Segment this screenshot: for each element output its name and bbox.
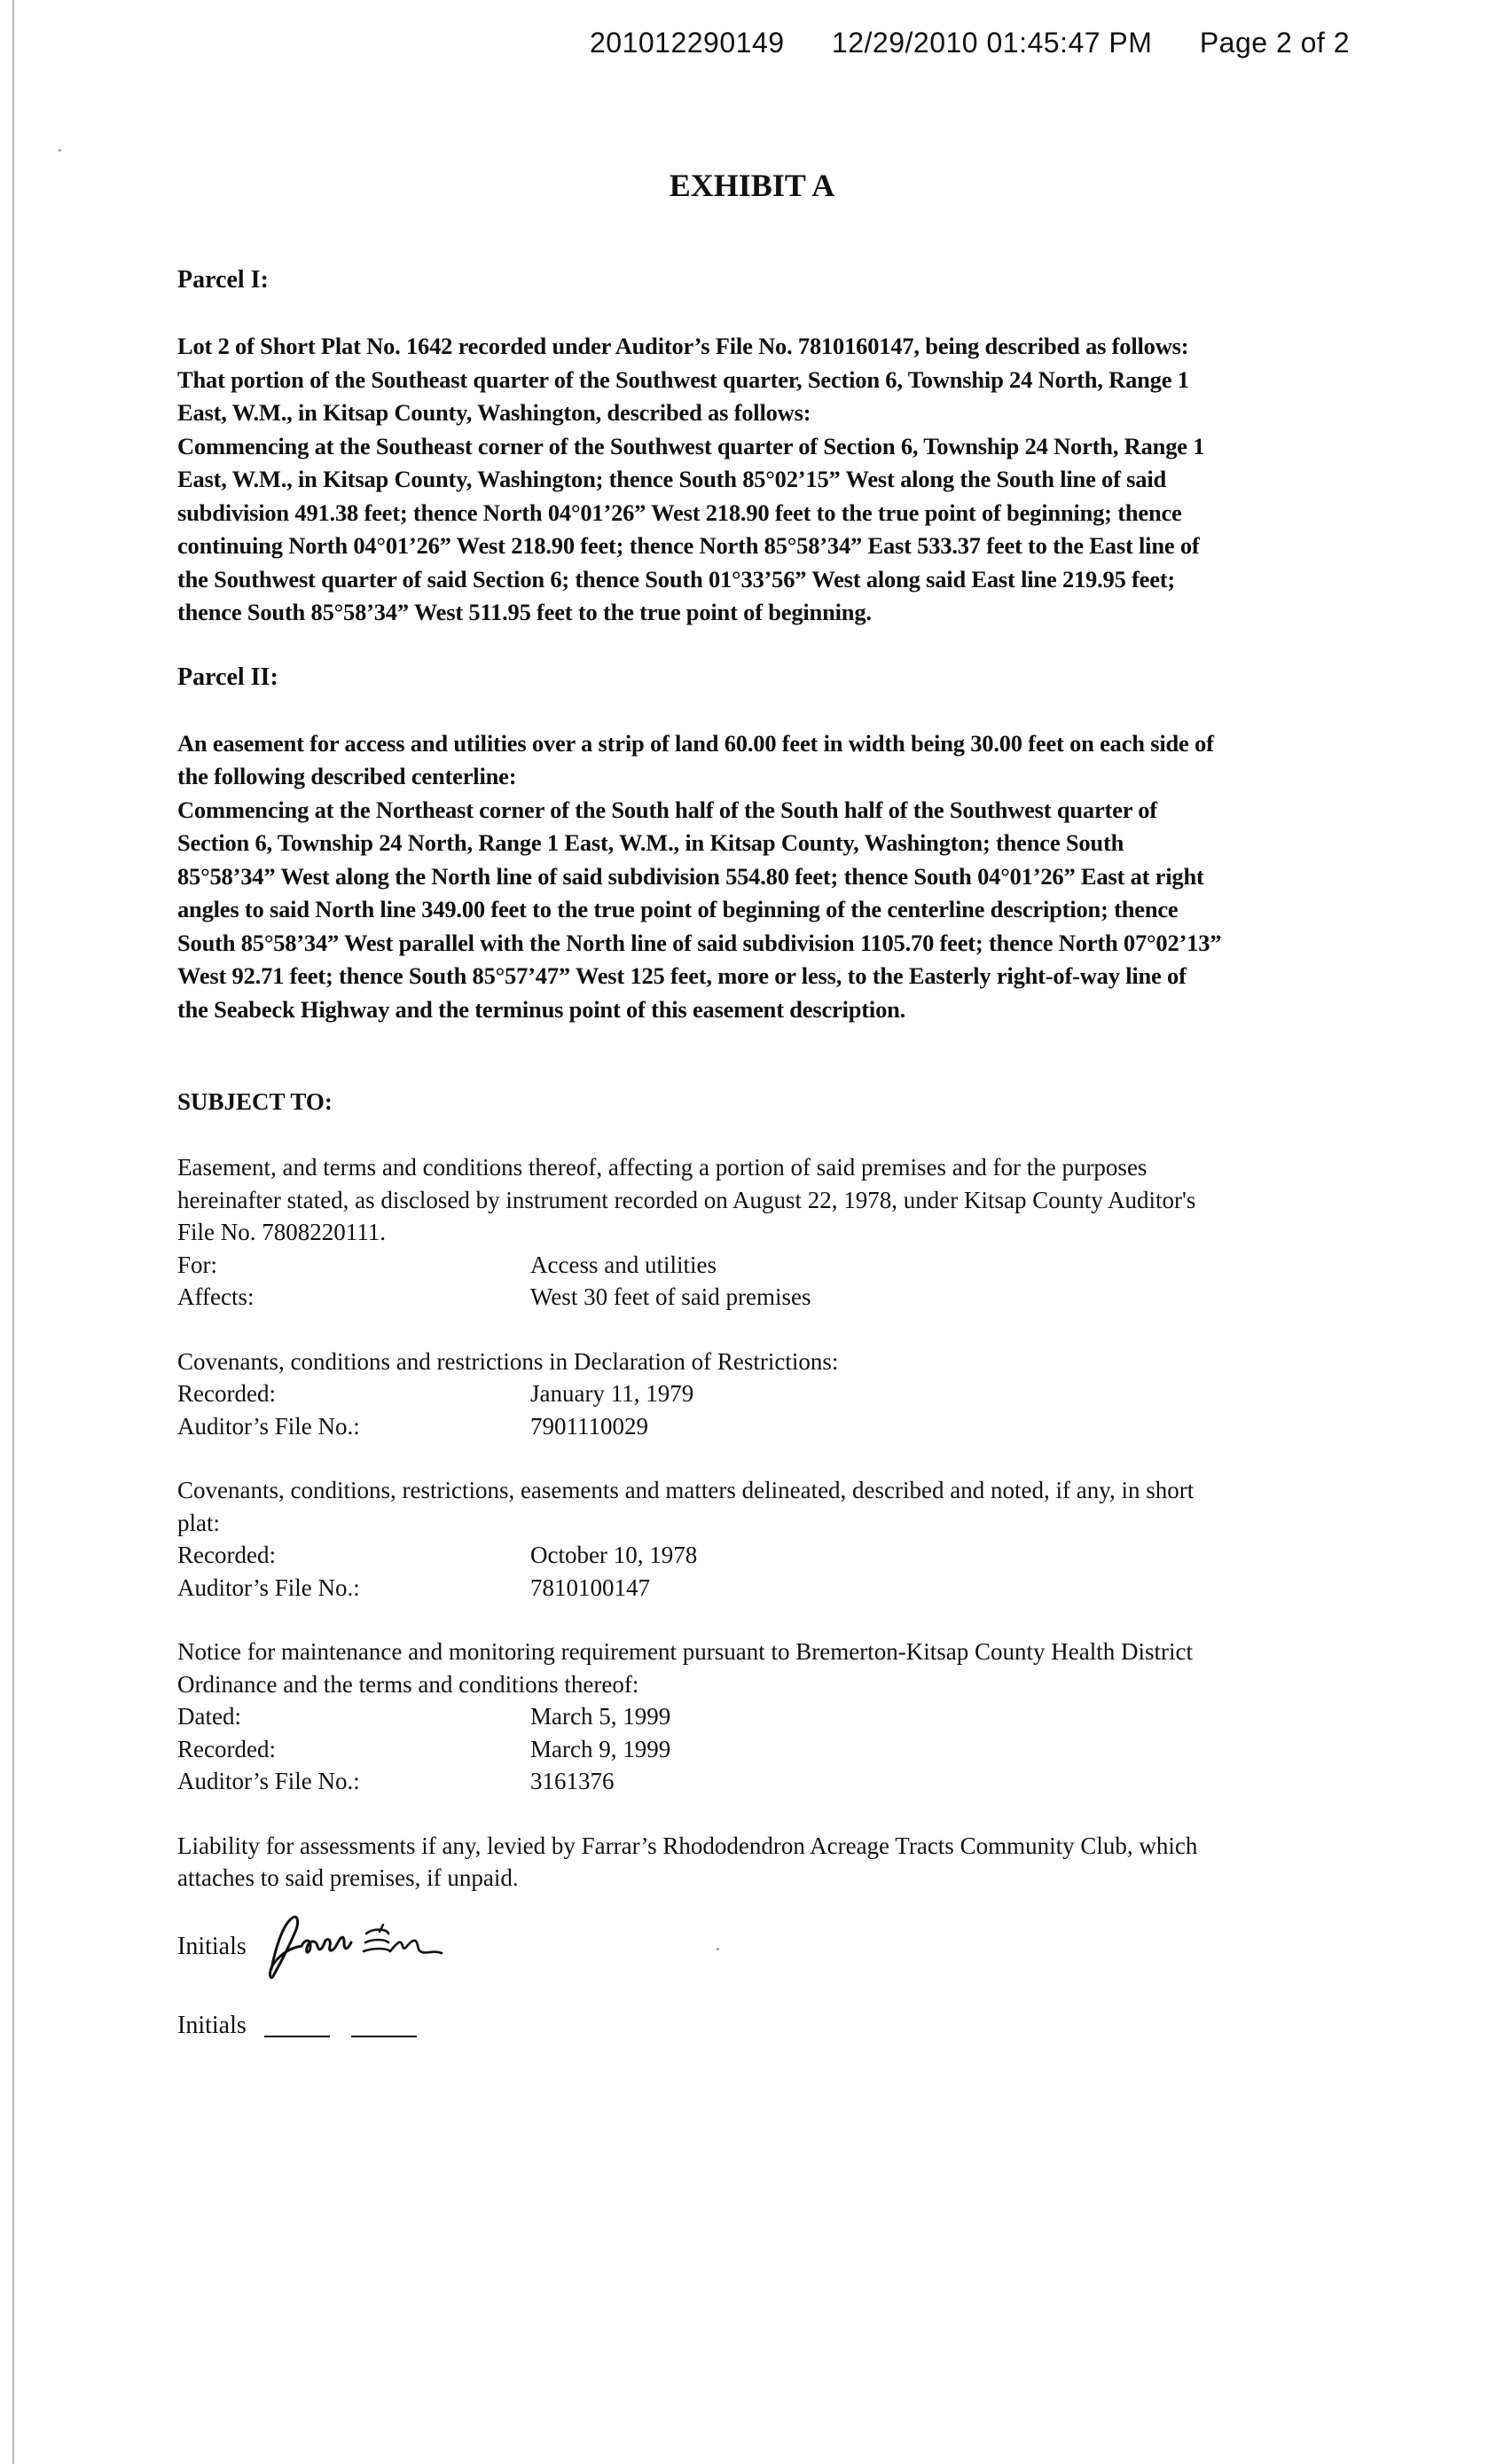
exception-line: Easement, and terms and conditions thereof, affecting a portion of said premises and for the purposes xyxy=(177,1154,1148,1181)
exception-line: Covenants, conditions, restrictions, easements and matters delineated, described and noted, if any, in short xyxy=(177,1477,1195,1503)
recorded-row xyxy=(177,1733,1321,1766)
parcel-1-description xyxy=(177,330,1321,630)
parcel-2-line: An easement for access and utilities over a strip of land 60.00 feet in width being 30.00 feet on each side of xyxy=(177,729,1214,757)
recorded-value: January 11, 1979 xyxy=(530,1380,694,1407)
recorded-label: Recorded: xyxy=(177,1542,276,1568)
page-indicator: Page 2 of 2 xyxy=(1199,27,1350,59)
file-number-row xyxy=(177,1572,1321,1605)
parcel-2-line: 85°58’34” West along the North line of said subdivision 554.80 feet; thence South 04°01’26” East at right xyxy=(177,862,1204,890)
scan-edge-line xyxy=(12,0,14,2464)
file-number-row xyxy=(177,1765,1321,1798)
parcel-2-line: South 85°58’34” West parallel with the North line of said subdivision 1105.70 feet; thence North 07°02’13” xyxy=(177,929,1222,956)
file-number-row xyxy=(177,1410,1321,1443)
parcel-1-line: continuing North 04°01’26” West 218.90 feet; thence North 85°58’34” East 533.37 feet to the East line of xyxy=(177,532,1200,559)
file-number-label: Auditor’s File No.: xyxy=(177,1768,360,1794)
affects-row xyxy=(177,1281,1321,1314)
exception-health-notice xyxy=(177,1636,1321,1798)
document-number: 201012290149 xyxy=(589,27,785,59)
dated-row xyxy=(177,1700,1321,1733)
document-body xyxy=(177,266,1321,2040)
parcel-2-heading: Parcel II: xyxy=(177,663,278,691)
file-number-value: 3161376 xyxy=(530,1768,615,1794)
parcel-1-line: Lot 2 of Short Plat No. 1642 recorded under Auditor’s File No. 7810160147, being described as follows: xyxy=(177,333,1189,359)
dated-value: March 5, 1999 xyxy=(530,1703,671,1730)
recorded-row xyxy=(177,1377,1321,1410)
recorded-value: October 10, 1978 xyxy=(530,1542,698,1568)
initials-blank-1[interactable] xyxy=(264,2014,330,2037)
recording-datetime: 12/29/2010 01:45:47 PM xyxy=(831,27,1153,59)
for-value: Access and utilities xyxy=(530,1251,717,1278)
parcel-1-line: the Southwest quarter of said Section 6; thence South 01°33’56” West along said East line 219.95 feet; xyxy=(177,565,1176,592)
recording-header xyxy=(590,27,1350,59)
dated-label: Dated: xyxy=(177,1703,241,1730)
for-row xyxy=(177,1249,1321,1282)
file-number-value: 7810100147 xyxy=(530,1573,650,1601)
recorded-label: Recorded: xyxy=(177,1735,276,1762)
recorded-label: Recorded: xyxy=(177,1380,276,1407)
exception-line: plat: xyxy=(177,1509,220,1536)
parcel-2-line: the Seabeck Highway and the terminus point of this easement description. xyxy=(177,995,906,1023)
exception-line: Covenants, conditions and restrictions in Declaration of Restrictions: xyxy=(177,1347,839,1375)
parcel-1-heading: Parcel I: xyxy=(177,266,269,294)
exception-line: Liability for assessments if any, levied by Farrar’s Rhododendron Acreage Tracts Community Club, which xyxy=(177,1832,1198,1859)
parcel-2-description xyxy=(177,727,1321,1027)
file-number-value: 7901110029 xyxy=(530,1412,648,1440)
for-label: For: xyxy=(177,1251,218,1278)
exception-assessments xyxy=(177,1830,1321,1895)
exception-line: attaches to said premises, if unpaid. xyxy=(177,1864,519,1891)
exception-line: File No. 7808220111. xyxy=(177,1219,386,1245)
affects-value: West 30 feet of said premises xyxy=(530,1283,811,1310)
exception-short-plat xyxy=(177,1474,1321,1604)
parcel-1-line: Commencing at the Southeast corner of the Southwest quarter of Section 6, Township 24 North, Range 1 xyxy=(177,432,1205,459)
file-number-label: Auditor’s File No.: xyxy=(177,1573,360,1601)
parcel-2-line: angles to said North line 349.00 feet to the true point of beginning of the centerline description; thence xyxy=(177,896,1179,922)
exception-easement xyxy=(177,1151,1321,1314)
exception-declaration xyxy=(177,1346,1321,1443)
recorded-row xyxy=(177,1539,1321,1572)
parcel-2-line: Section 6, Township 24 North, Range 1 East, W.M., in Kitsap County, Washington; thence South xyxy=(177,829,1124,856)
parcel-2-line: Commencing at the Northeast corner of the South half of the South half of the Southwest quarter of xyxy=(177,796,1157,823)
parcel-2-line: West 92.71 feet; thence South 85°57’47” West 125 feet, more or less, to the Easterly right-of-way line of xyxy=(177,962,1187,989)
parcel-1-line: East, W.M., in Kitsap County, Washington, described as follows: xyxy=(177,399,811,426)
exhibit-title: EXHIBIT A xyxy=(669,168,835,203)
subject-to-heading: SUBJECT TO: xyxy=(177,1088,333,1115)
recorded-value: March 9, 1999 xyxy=(530,1735,671,1762)
parcel-1-line: East, W.M., in Kitsap County, Washington; thence South 85°02’15” West along the South line of said xyxy=(177,466,1167,492)
affects-label: Affects: xyxy=(177,1283,255,1310)
initials-label: Initials xyxy=(177,2011,247,2039)
initials-row-signed xyxy=(177,1907,1321,1987)
parcel-1-line: subdivision 491.38 feet; thence North 04°01’26” West 218.90 feet to the true point of beginning; thence xyxy=(177,498,1182,526)
parcel-1-line: That portion of the Southeast quarter of the Southwest quarter, Section 6, Township 24 North, Range 1 xyxy=(177,365,1189,393)
handwritten-initials xyxy=(255,1907,459,1987)
exception-line: Notice for maintenance and monitoring requirement pursuant to Bremerton-Kitsap County Health District xyxy=(177,1638,1193,1665)
exception-line: hereinafter stated, as disclosed by instrument recorded on August 22, 1978, under Kitsap County Auditor's xyxy=(177,1186,1196,1213)
exception-line: Ordinance and the terms and conditions thereof: xyxy=(177,1670,639,1698)
initials-blank-2[interactable] xyxy=(351,2014,417,2037)
scan-speck xyxy=(59,149,61,152)
parcel-2-line: the following described centerline: xyxy=(177,763,517,789)
file-number-label: Auditor’s File No.: xyxy=(177,1412,360,1440)
initials-row-blank xyxy=(177,2012,1321,2040)
parcel-1-line: thence South 85°58’34” West 511.95 feet to the true point of beginning. xyxy=(177,599,872,625)
initials-label: Initials xyxy=(177,1932,247,1960)
